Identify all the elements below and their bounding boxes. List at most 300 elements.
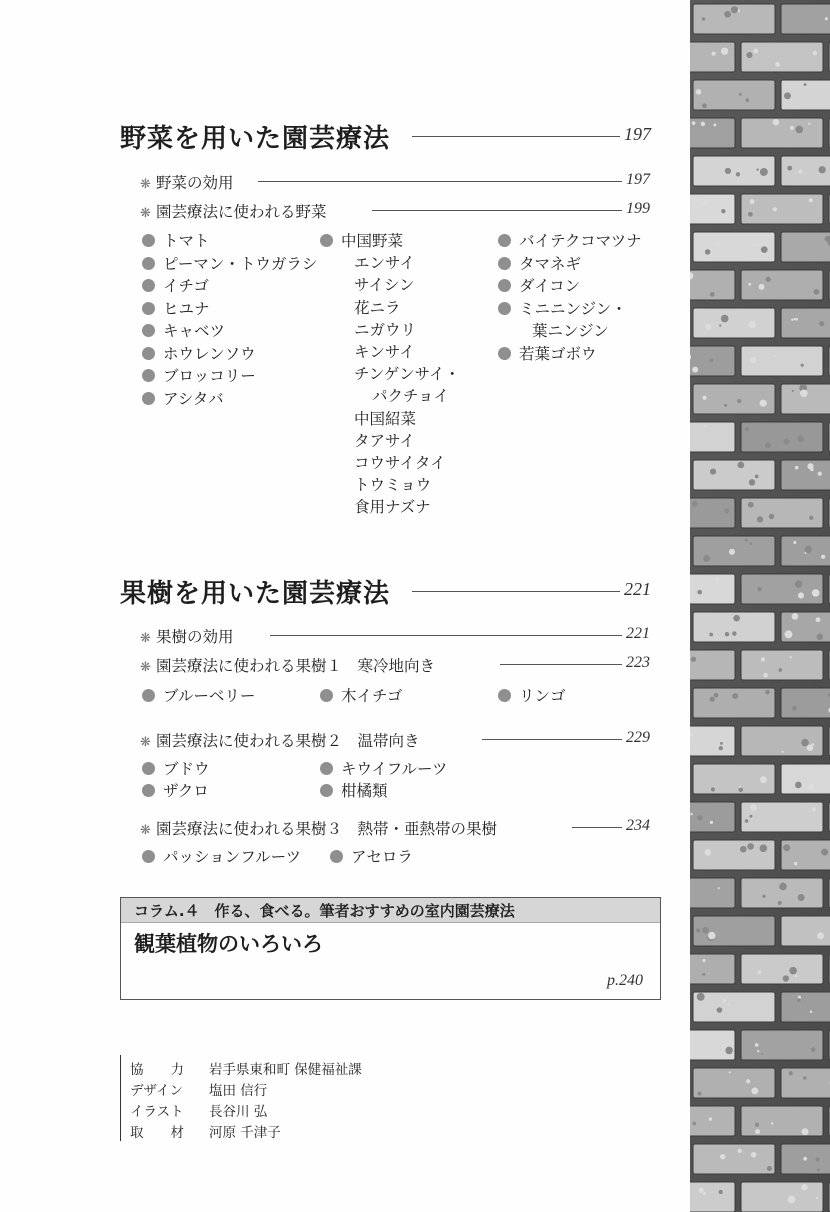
bullet-icon <box>142 850 155 863</box>
list-item: トウミョウ <box>354 476 432 495</box>
bullet-icon <box>142 784 155 797</box>
brick-texture-speck <box>720 742 723 745</box>
asterisk-icon: ❋ <box>140 177 151 192</box>
brick-texture-speck <box>737 462 744 469</box>
brick-texture-speck <box>778 668 782 672</box>
brick-texture-speck <box>713 124 716 127</box>
brick-texture-speck <box>816 1197 818 1199</box>
brick <box>741 118 823 148</box>
brick-texture-speck <box>760 168 768 176</box>
brick-texture-speck <box>755 1123 759 1127</box>
brick-texture-speck <box>760 400 767 407</box>
sub-entry-label: 園芸療法に使われる果樹１ 寒冷地向き <box>156 657 436 675</box>
brick-texture-speck <box>809 198 813 202</box>
list-item: イチゴ <box>142 275 317 298</box>
brick-texture-speck <box>704 425 706 427</box>
leader-line <box>372 210 622 211</box>
brick-texture-speck <box>739 93 742 96</box>
asterisk-icon: ❋ <box>140 631 151 646</box>
asterisk-icon: ❋ <box>140 660 151 675</box>
leader-line <box>270 635 622 636</box>
sub-entry-fruit-tropical[interactable] <box>140 817 497 839</box>
brick-texture-speck <box>803 1076 807 1080</box>
brick <box>693 1144 775 1174</box>
brick-texture-speck <box>779 883 787 891</box>
brick <box>690 802 735 832</box>
list-item: 若葉ゴボウ <box>498 343 642 366</box>
list-item: チンゲンサイ・ <box>354 365 461 384</box>
brick-texture-speck <box>703 555 710 562</box>
sub-entry-label: 野菜の効用 <box>156 174 234 192</box>
list-item: 柑橘類 <box>320 779 388 801</box>
brick-texture-speck <box>720 1154 725 1159</box>
brick-texture-speck <box>766 277 771 282</box>
list-item: バイテクコマツナ <box>498 230 642 253</box>
brick-texture-speck <box>745 538 748 541</box>
list-item: ブドウ <box>142 757 210 779</box>
brick-texture-speck <box>748 283 751 286</box>
sub-entry-fruit-cold[interactable] <box>140 654 435 676</box>
credit-role: 協 力 <box>130 1062 184 1078</box>
column-box[interactable] <box>120 897 661 1000</box>
bullet-icon <box>498 257 511 270</box>
brick-texture-speck <box>702 103 707 108</box>
brick-texture-speck <box>808 123 810 125</box>
brick-texture-speck <box>817 1168 820 1171</box>
brick-texture-speck <box>719 746 723 750</box>
brick-texture-speck <box>825 237 829 241</box>
brick-texture-speck <box>749 479 755 485</box>
brick <box>741 422 823 452</box>
brick-texture-speck <box>783 975 789 981</box>
brick-texture-speck <box>749 542 752 545</box>
brick-texture-speck <box>775 62 780 67</box>
brick-texture-speck <box>691 657 696 662</box>
brick-texture-speck <box>811 1047 816 1052</box>
bullet-icon <box>320 234 333 247</box>
brick <box>781 4 830 34</box>
brick-texture-speck <box>797 436 804 443</box>
brick-texture-speck <box>746 1079 750 1083</box>
brick-texture-speck <box>791 319 793 321</box>
brick-texture-speck <box>812 589 820 597</box>
brick-wall-graphic <box>690 0 830 1212</box>
brick-texture-speck <box>717 1007 723 1013</box>
brick-texture-speck <box>690 813 693 816</box>
brick-texture-speck <box>739 786 741 788</box>
brick-texture-speck <box>755 244 758 247</box>
brick-texture-speck <box>795 126 803 134</box>
credit-name: 塩田 信行 <box>209 1083 268 1099</box>
brick-texture-speck <box>701 122 705 126</box>
brick-texture-speck <box>774 355 776 357</box>
list-item: キャベツ <box>142 320 317 343</box>
sub-entry-label: 園芸療法に使われる果樹３ 熱帯・亜熱帯の果樹 <box>156 820 498 838</box>
brick-texture-speck <box>784 92 791 99</box>
brick-texture-speck <box>733 615 740 622</box>
brick-texture-speck <box>814 289 820 295</box>
brick <box>690 954 735 984</box>
brick-texture-speck <box>795 975 798 978</box>
brick-texture-speck <box>784 438 790 444</box>
page-number: 197 <box>624 124 651 144</box>
brick <box>741 1106 823 1136</box>
brick-texture-speck <box>697 590 702 595</box>
brick-texture-speck <box>748 321 755 328</box>
brick-texture-speck <box>773 119 780 126</box>
brick <box>693 688 775 718</box>
bullet-icon <box>142 369 155 382</box>
brick-texture-speck <box>718 887 720 889</box>
brick-texture-speck <box>716 242 720 246</box>
brick-texture-speck <box>803 1157 807 1161</box>
brick-texture-speck <box>810 1010 812 1012</box>
list-item: ブルーベリー <box>142 684 255 706</box>
brick-texture-speck <box>724 508 729 513</box>
brick-texture-speck <box>782 751 784 753</box>
brick-texture-speck <box>737 399 741 403</box>
sub-entry-label: 園芸療法に使われる野菜 <box>156 203 327 221</box>
list-item: ホウレンソウ <box>142 343 317 366</box>
credit-name: 岩手県東和町 保健福祉課 <box>209 1062 362 1078</box>
brick-texture-speck <box>740 846 747 853</box>
brick-texture-speck <box>711 787 715 791</box>
list-item: リンゴ <box>498 684 566 706</box>
brick <box>781 688 830 718</box>
bullet-icon <box>142 234 155 247</box>
brick <box>693 460 775 490</box>
asterisk-icon: ❋ <box>140 735 151 750</box>
leader-line <box>572 827 622 828</box>
list-item: ブロッコリー <box>142 365 317 388</box>
brick-texture-speck <box>709 1117 712 1120</box>
bullet-icon <box>498 689 511 702</box>
brick-texture-speck <box>797 998 801 1002</box>
brick-texture-speck <box>798 996 801 999</box>
list-item: ヒユナ <box>142 298 317 321</box>
brick-texture-speck <box>724 11 731 18</box>
bullet-icon <box>142 257 155 270</box>
list-item: アセロラ <box>330 845 413 867</box>
sub-entry-fruit-temperate[interactable] <box>140 729 420 751</box>
column-header: コラム.４ 作る、食べる。筆者おすすめの室内園芸療法 <box>134 902 515 920</box>
brick-texture-speck <box>801 1184 807 1190</box>
brick-texture-speck <box>747 843 754 850</box>
brick-texture-speck <box>750 357 757 364</box>
brick <box>741 1030 823 1060</box>
brick <box>690 42 735 72</box>
list-item: キウイフルーツ <box>320 757 447 779</box>
brick-texture-speck <box>702 17 705 20</box>
list-item: タアサイ <box>354 431 415 450</box>
brick-texture-speck <box>692 367 698 373</box>
list-item: アシタバ <box>142 388 317 411</box>
brick-texture-speck <box>708 932 716 940</box>
list-item: タマネギ <box>498 253 642 276</box>
brick-texture-speck <box>719 1190 723 1194</box>
brick-texture-speck <box>758 970 762 974</box>
brick-texture-speck <box>697 1092 701 1096</box>
brick-texture-speck <box>749 815 752 818</box>
brick-texture-speck <box>821 555 825 559</box>
list-item: ザクロ <box>142 779 209 801</box>
brick-texture-speck <box>755 1043 759 1047</box>
brick-texture-speck <box>801 364 804 367</box>
brick-texture-speck <box>819 321 824 326</box>
column-header-bar <box>121 898 660 923</box>
credit-name: 河原 千津子 <box>209 1125 281 1141</box>
brick-texture-speck <box>765 690 770 695</box>
vegetable-list-col3 <box>498 230 642 365</box>
page-number: 197 <box>626 171 650 188</box>
brick-texture-speck <box>790 656 792 658</box>
brick-texture-speck <box>738 788 743 793</box>
brick-texture-speck <box>736 172 740 176</box>
page-number: 229 <box>626 729 650 746</box>
brick <box>741 270 823 300</box>
brick-texture-speck <box>787 166 792 171</box>
brick-texture-speck <box>696 89 702 95</box>
brick <box>741 1182 823 1212</box>
brick <box>693 840 775 870</box>
brick-texture-speck <box>821 849 828 856</box>
brick-texture-speck <box>788 1196 796 1204</box>
list-item: パクチョイ <box>372 387 450 406</box>
brick-texture-speck <box>725 632 730 637</box>
brick <box>690 726 735 756</box>
vegetable-list-col1 <box>142 230 317 410</box>
list-item: 食用ナズナ <box>354 498 431 517</box>
brick-texture-speck <box>761 1053 763 1055</box>
brick-texture-speck <box>801 739 809 747</box>
brick-texture-speck <box>709 633 713 637</box>
brick-texture-speck <box>778 901 782 905</box>
brick-texture-speck <box>728 1004 730 1006</box>
brick <box>781 232 830 262</box>
sub-entry-vegetable-effect[interactable] <box>140 171 234 193</box>
brick-texture-speck <box>759 284 765 290</box>
brick-texture-speck <box>773 207 777 211</box>
brick <box>693 308 775 338</box>
brick <box>741 954 823 984</box>
brick-texture-speck <box>705 324 711 330</box>
brick-texture-speck <box>702 973 705 976</box>
brick-texture-speck <box>761 657 765 661</box>
brick <box>741 650 823 680</box>
brick-texture-speck <box>721 315 729 323</box>
brick-texture-speck <box>750 199 755 204</box>
brick <box>690 1106 735 1136</box>
column-title: 観葉植物のいろいろ <box>134 931 323 956</box>
leader-line <box>482 739 622 740</box>
brick <box>690 1030 735 1060</box>
brick-texture-speck <box>792 613 799 620</box>
list-item: 葉ニンジン <box>532 322 609 340</box>
brick-texture-speck <box>697 993 705 1001</box>
brick-texture-speck <box>760 845 768 853</box>
brick-texture-speck <box>723 999 726 1002</box>
brick-texture-speck <box>693 197 697 201</box>
leader-line <box>500 664 622 665</box>
brick-texture-speck <box>802 783 805 786</box>
brick-texture-speck <box>817 932 824 939</box>
sub-entry-vegetables-used[interactable] <box>140 200 327 222</box>
brick <box>690 574 735 604</box>
leader-line <box>412 136 620 137</box>
brick-texture-speck <box>798 170 802 174</box>
brick <box>690 1182 735 1212</box>
brick <box>693 1068 775 1098</box>
brick <box>690 118 735 148</box>
brick-texture-speck <box>692 1122 695 1125</box>
brick-texture-speck <box>817 634 823 640</box>
list-item: ニガウリ <box>354 320 417 339</box>
brick-texture-speck <box>762 895 765 898</box>
brick-texture-speck <box>704 849 711 856</box>
brick-texture-speck <box>719 324 721 326</box>
brick-texture-speck <box>710 697 715 702</box>
brick-texture-speck <box>795 466 799 470</box>
list-item: ミニニンジン・ <box>498 298 642 321</box>
brick-texture-speck <box>807 463 813 469</box>
brick-texture-speck <box>750 804 757 811</box>
brick-texture-speck <box>710 292 715 297</box>
credit-name: 長谷川 弘 <box>209 1104 268 1120</box>
bullet-icon <box>142 347 155 360</box>
brick-texture-speck <box>710 468 716 474</box>
bullet-icon <box>498 347 511 360</box>
brick <box>781 1068 830 1098</box>
brick-texture-speck <box>763 673 768 678</box>
brick-texture-speck <box>757 516 763 522</box>
brick-texture-speck <box>710 358 714 362</box>
brick-texture-speck <box>697 815 702 820</box>
sub-entry-label: 果樹の効用 <box>156 628 234 646</box>
brick-texture-speck <box>816 1157 820 1161</box>
bullet-icon <box>498 302 511 315</box>
list-item: 中国紹菜 <box>354 409 417 428</box>
brick-texture-speck <box>702 959 705 962</box>
brick-texture-speck <box>757 1050 759 1052</box>
brick <box>693 992 775 1022</box>
list-item: コウサイタイ <box>354 454 446 473</box>
leader-line <box>412 591 620 592</box>
bullet-icon <box>142 762 155 775</box>
bullet-icon <box>498 279 511 292</box>
sub-entry-fruit-effect[interactable] <box>140 625 234 647</box>
brick-texture-speck <box>825 17 828 20</box>
list-item: ピーマン・トウガラシ <box>142 253 317 276</box>
brick-texture-speck <box>715 577 720 582</box>
brick-texture-speck <box>753 49 758 54</box>
section-title-fruit-trees[interactable]: 果樹を用いた園芸療法 <box>120 579 391 609</box>
brick-texture-speck <box>745 427 749 431</box>
bullet-icon <box>330 850 343 863</box>
brick-texture-speck <box>703 1192 706 1195</box>
brick-texture-speck <box>808 784 814 790</box>
brick-texture-speck <box>721 209 725 213</box>
brick-texture-speck <box>802 1128 809 1135</box>
page-number: 221 <box>626 625 650 642</box>
asterisk-icon: ❋ <box>140 206 151 221</box>
credits <box>120 1055 451 1141</box>
brick-texture-speck <box>812 807 816 811</box>
brick <box>781 764 830 794</box>
brick-texture-speck <box>702 396 706 400</box>
brick-texture-speck <box>712 52 716 56</box>
bullet-icon <box>320 784 333 797</box>
brick-texture-speck <box>732 693 738 699</box>
credit-role: 取 材 <box>130 1125 184 1141</box>
brick-texture-speck <box>798 592 804 598</box>
brick <box>781 840 830 870</box>
brick-texture-speck <box>792 706 797 711</box>
brick-texture-speck <box>819 166 826 173</box>
brick-texture-speck <box>751 1087 758 1094</box>
section-title-vegetables[interactable]: 野菜を用いた園芸療法 <box>120 124 391 154</box>
brick-texture-speck <box>748 502 754 508</box>
leader-line <box>258 181 622 182</box>
bullet-icon <box>320 762 333 775</box>
brick <box>690 422 735 452</box>
brick-wall-image <box>690 0 830 1212</box>
brick-texture-speck <box>809 516 813 520</box>
brick-texture-speck <box>795 580 803 588</box>
brick-texture-speck <box>705 249 711 255</box>
brick-texture-speck <box>812 51 817 56</box>
brick-texture-speck <box>795 318 798 321</box>
brick-texture-speck <box>699 1188 704 1193</box>
bullet-icon <box>320 689 333 702</box>
brick-texture-speck <box>792 390 794 392</box>
brick-texture-speck <box>746 52 752 58</box>
bullet-icon <box>142 689 155 702</box>
brick <box>690 878 735 908</box>
brick-texture-speck <box>761 246 768 253</box>
brick-texture-speck <box>724 404 727 407</box>
brick-texture-speck <box>760 776 767 783</box>
list-item: 花ニラ <box>354 298 401 317</box>
brick-texture-speck <box>804 552 806 554</box>
brick-texture-speck <box>714 693 719 698</box>
brick-texture-speck <box>710 821 713 824</box>
brick-texture-speck <box>702 927 709 934</box>
brick-texture-speck <box>729 549 735 555</box>
page-number: 234 <box>626 817 650 834</box>
brick <box>741 574 823 604</box>
brick-texture-speck <box>696 928 700 932</box>
credit-role: デザイン <box>130 1083 184 1099</box>
brick-texture-speck <box>745 819 749 823</box>
brick-texture-speck <box>746 98 750 102</box>
brick-texture-speck <box>729 1071 731 1073</box>
brick-texture-speck <box>748 212 753 217</box>
brick-texture-speck <box>818 472 822 476</box>
brick-texture-speck <box>757 587 761 591</box>
brick <box>781 916 830 946</box>
brick <box>690 650 735 680</box>
brick-texture-speck <box>721 48 728 55</box>
brick-texture-speck <box>765 442 771 448</box>
brick <box>741 878 823 908</box>
brick <box>781 460 830 490</box>
list-item: キンサイ <box>354 343 415 362</box>
brick-texture-speck <box>790 126 794 130</box>
brick-texture-speck <box>727 1052 729 1054</box>
brick-texture-speck <box>789 1071 793 1075</box>
brick <box>781 992 830 1022</box>
brick-texture-speck <box>702 200 708 206</box>
